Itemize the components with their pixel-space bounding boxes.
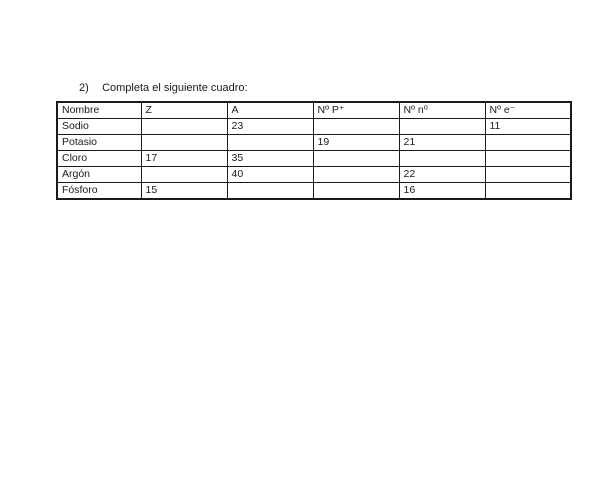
- table-row: [57, 167, 571, 183]
- header-cell: Nº P⁺: [313, 102, 399, 119]
- header-cell: Nº e⁻: [485, 102, 571, 119]
- header-cell: Nombre: [57, 102, 141, 119]
- exercise-text: Completa el siguiente cuadro:: [102, 82, 248, 94]
- header-cell: Nº n⁰: [399, 102, 485, 119]
- table-cell: [485, 151, 571, 167]
- table-row: [57, 151, 571, 167]
- table-header-row: [57, 102, 571, 119]
- table-cell: [313, 151, 399, 167]
- table-cell: 11: [485, 119, 571, 135]
- table-cell: 15: [141, 183, 227, 200]
- exercise-number: 2): [79, 82, 89, 94]
- table-row: [57, 119, 571, 135]
- table-cell: [141, 167, 227, 183]
- elements-table: [56, 101, 572, 200]
- table-cell: [399, 151, 485, 167]
- header-cell: A: [227, 102, 313, 119]
- table-cell: [399, 119, 485, 135]
- header-cell: Z: [141, 102, 227, 119]
- table-row: [57, 135, 571, 151]
- table-cell: 40: [227, 167, 313, 183]
- table-cell: [313, 167, 399, 183]
- table-cell: [485, 167, 571, 183]
- table-cell: 21: [399, 135, 485, 151]
- table-cell: Sodio: [57, 119, 141, 135]
- table-cell: 35: [227, 151, 313, 167]
- exercise-instruction: [79, 82, 248, 94]
- table-cell: 23: [227, 119, 313, 135]
- table-cell: Fósforo: [57, 183, 141, 200]
- table-cell: [485, 135, 571, 151]
- table-cell: [227, 135, 313, 151]
- table-cell: [313, 183, 399, 200]
- table-cell: Argón: [57, 167, 141, 183]
- table-cell: 19: [313, 135, 399, 151]
- table-cell: 22: [399, 167, 485, 183]
- table-cell: Cloro: [57, 151, 141, 167]
- table-cell: [141, 119, 227, 135]
- table-cell: [313, 119, 399, 135]
- table-cell: [227, 183, 313, 200]
- table-row: [57, 183, 571, 200]
- table-cell: [141, 135, 227, 151]
- table-cell: 16: [399, 183, 485, 200]
- table-cell: 17: [141, 151, 227, 167]
- table-cell: [485, 183, 571, 200]
- table-cell: Potasio: [57, 135, 141, 151]
